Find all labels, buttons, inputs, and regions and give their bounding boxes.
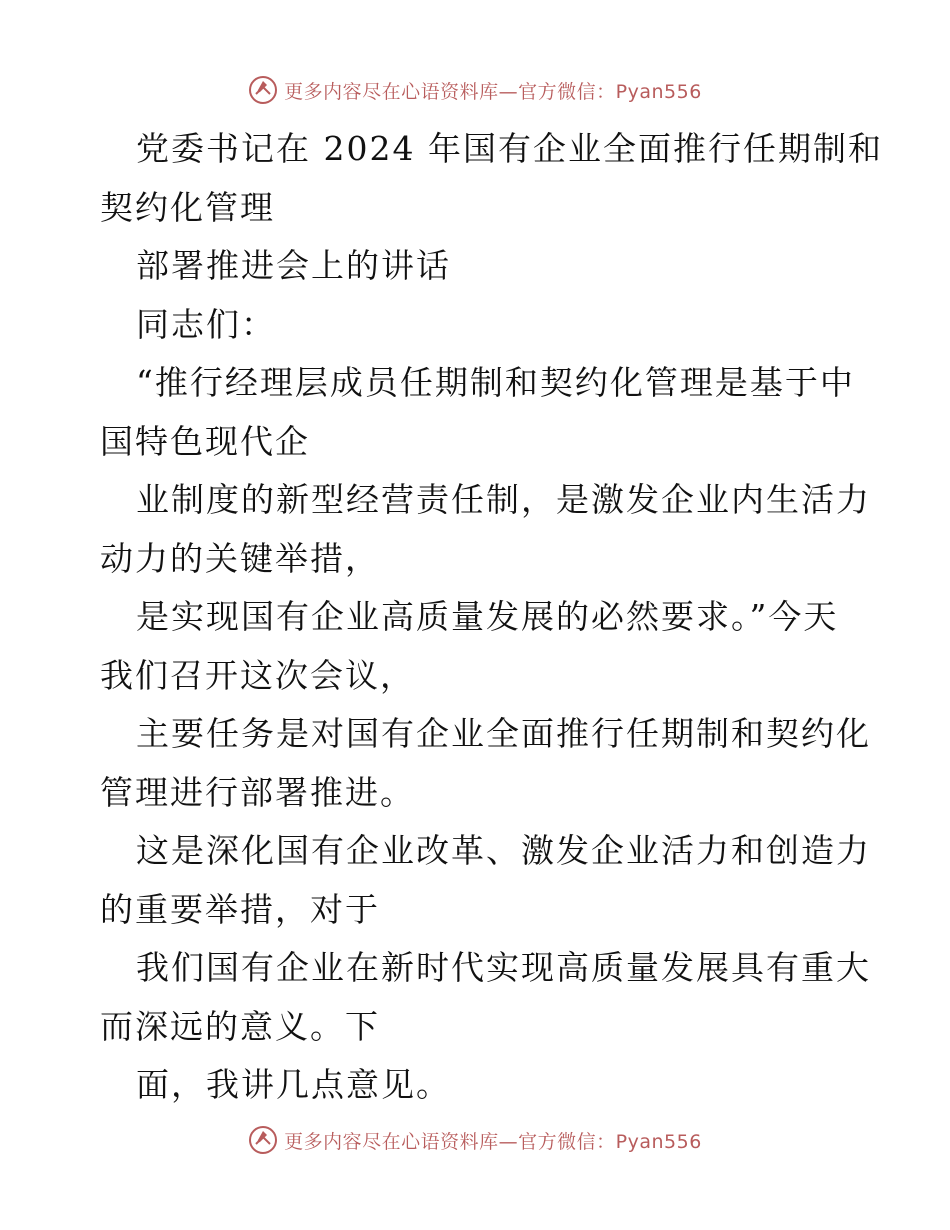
body-line: 业制度的新型经营责任制，是激发企业内生活力 [136,480,871,519]
body-line: 主要任务是对国有企业全面推行任期制和契约化 [136,714,871,753]
body-line: 我们召开这次会议， [100,655,415,695]
body-line: 动力的关键举措， [100,538,380,578]
footer-banner-text: 更多内容尽在心语资料库—官方微信：Pyan556 [284,1130,702,1153]
body-line: 是实现国有企业高质量发展的必然要求。”今天 [136,597,839,636]
title-line-1: 党委书记在 2024 年国有企业全面推行任期制和 [136,129,883,168]
body-line: 国特色现代企 [100,421,310,461]
body-line: 的重要举措，对于 [100,889,380,929]
header-banner-text: 更多内容尽在心语资料库—官方微信：Pyan556 [284,80,702,103]
salutation: 同志们： [136,304,276,344]
book-pen-logo-icon [248,1125,278,1155]
header-banner [0,70,950,110]
title-line-3: 部署推进会上的讲话 [136,246,451,285]
body-line: 而深远的意义。下 [100,1006,380,1046]
body-line: “推行经理层成员任期制和契约化管理是基于中 [136,363,855,402]
body-line: 管理进行部署推进。 [100,772,415,812]
document-body [100,120,883,1115]
body-line: 这是深化国有企业改革、激发企业活力和创造力 [136,831,871,870]
body-line: 面，我讲几点意见。 [136,1065,451,1104]
footer-banner [0,1120,950,1160]
book-pen-logo-icon [248,75,278,105]
title-line-2: 契约化管理 [100,187,275,227]
body-line: 我们国有企业在新时代实现高质量发展具有重大 [136,948,871,987]
